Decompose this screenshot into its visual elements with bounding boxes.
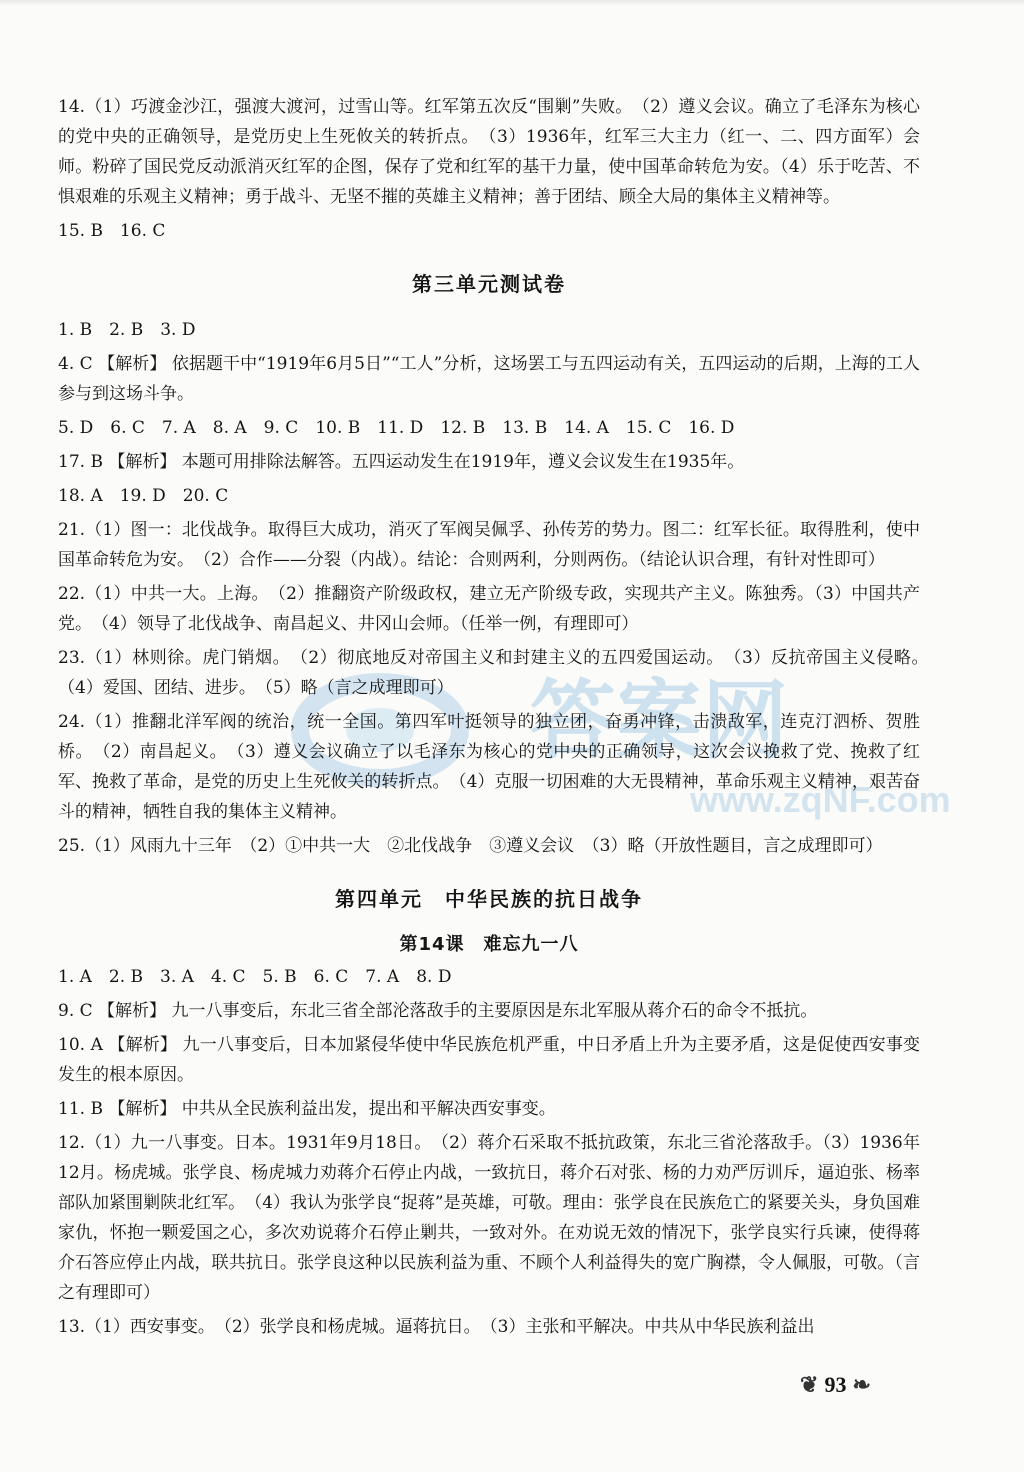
unit4-line: 13.（1）西安事变。 （2）张学良和杨虎城。逼蒋抗日。 （3）主张和平解决。中共从中华民族利益出 xyxy=(58,1317,815,1337)
page-number xyxy=(800,1372,871,1398)
unit4-title: 第四单元 中华民族的抗日战争 xyxy=(335,887,643,911)
lesson14-title: 第14课 难忘九一八 xyxy=(399,934,579,955)
unit3-line: 25.（1）风雨九十三年 （2）①中共一大 ②北伐战争 ③遵义会议 （3）略（开放性题目，言之成理即可） xyxy=(58,836,883,856)
unit4-line: 9. C 【解析】 九一八事变后，东北三省全部沦落敌手的主要原因是东北军服从蒋介石的命令不抵抗。 xyxy=(58,1001,818,1021)
unit3-line: 17. B 【解析】 本题可用排除法解答。五四运动发生在1919年，遵义会议发生在1935年。 xyxy=(58,452,745,472)
unit3-line: 5. D 6. C 7. A 8. A 9. C 10. B 11. D 12. B 13. B 14. A 15. C 16. D xyxy=(58,418,735,438)
watermark-url: www.zqNF.com xyxy=(690,779,951,820)
unit3-line: 18. A 19. D 20. C xyxy=(58,486,229,506)
unit3-line: 23.（1）林则徐。虎门销烟。 （2）彻底地反对帝国主义和封建主义的五四爱国运动。 （3）反抗帝国主义侵略。 （4）爱国、团结、进步。 （5）略（言之成理即可） xyxy=(58,648,937,698)
answer-content xyxy=(58,92,937,1346)
unit4-line: 10. A 【解析】 九一八事变后，日本加紧侵华使中华民族危机严重，中日矛盾上升为主要矛盾，这是促使西安事变发生的根本原因。 xyxy=(58,1035,920,1085)
answer-15-16: 15. B 16. C xyxy=(58,221,166,241)
unit3-line: 21.（1）图一：北伐战争。取得巨大成功，消灭了军阀吴佩孚、孙传芳的势力。图二：红军长征。取得胜利，使中国革命转危为安。 （2）合作——分裂（内战）。结论：合则两利，分则两伤。（结论认识合理，有针对性即可） xyxy=(58,520,920,570)
unit3-title: 第三单元测试卷 xyxy=(412,272,566,296)
watermark-text: 答案网 xyxy=(530,671,788,771)
answer-14: 14.（1）巧渡金沙江，强渡大渡河，过雪山等。红军第五次反“围剿”失败。 （2）遵义会议。确立了毛泽东为核心的党中央的正确领导，是党历史上生死攸关的转折点。 （3）1936年，红军三大主力（红一、二、四方面军）会师。粉碎了国民党反动派消灭红军的企图，保存了党和红军的基干力量，使中国革命转危为安。（4）乐于吃苦、不惧艰难的乐观主义精神；勇于战斗、无坚不摧的英雄主义精神；善于团结、顾全大局的集体主义精神等。 xyxy=(58,97,920,207)
unit3-line: 4. C 【解析】 依据题干中“1919年6月5日”“工人”分析，这场罢工与五四运动有关，五四运动的后期，上海的工人参与到这场斗争。 xyxy=(58,354,920,404)
unit3-line: 22.（1）中共一大。上海。 （2）推翻资产阶级政权，建立无产阶级专政，实现共产主义。陈独秀。（3）中国共产党。 （4）领导了北伐战争、南昌起义、井冈山会师。（任举一例，有理即可） xyxy=(58,584,920,634)
left-ornament-icon: ❦ xyxy=(800,1372,819,1397)
unit4-line: 12.（1）九一八事变。日本。1931年9月18日。 （2）蒋介石采取不抵抗政策，东北三省沦落敌手。（3）1936年12月。杨虎城。张学良、杨虎城力劝蒋介石停止内战，一致抗日，蒋介石对张、杨的力劝严厉训斥，逼迫张、杨率部队加紧围剿陕北红军。 （4）我认为张学良“捉蒋”是英雄，可敬。理由：张学良在民族危亡的紧要关头，身负国难家仇，怀抱一颗爱国之心，多次劝说蒋介石停止剿共，一致对外。在劝说无效的情况下，张学良实行兵谏，使得蒋介石答应停止内战，联共抗日。张学良这种以民族利益为重、不顾个人利益得失的宽广胸襟，令人佩服，可敬。（言之有理即可） xyxy=(58,1133,920,1303)
unit4-line: 11. B 【解析】 中共从全民族利益出发，提出和平解决西安事变。 xyxy=(58,1099,556,1119)
scan-edge xyxy=(0,0,1024,6)
unit3-line: 24.（1）推翻北洋军阀的统治，统一全国。第四军叶挺领导的独立团，奋勇冲锋，击溃敌军，连克汀泗桥、贺胜桥。 （2）南昌起义。 （3）遵义会议确立了以毛泽东为核心的党中央的正确领导，这次会议挽救了党、挽救了红军、挽救了革命，是党的历史上生死攸关的转折点。 （4）克服一切困难的大无畏精神，革命乐观主义精神，艰苦奋斗的精神，牺牲自我的集体主义精神。 xyxy=(58,712,920,822)
unit4-line: 1. A 2. B 3. A 4. C 5. B 6. C 7. A 8. D xyxy=(58,967,452,987)
right-ornament-icon: ❧ xyxy=(852,1372,871,1397)
page-number-text: 93 xyxy=(824,1372,847,1397)
unit3-line: 1. B 2. B 3. D xyxy=(58,320,196,340)
